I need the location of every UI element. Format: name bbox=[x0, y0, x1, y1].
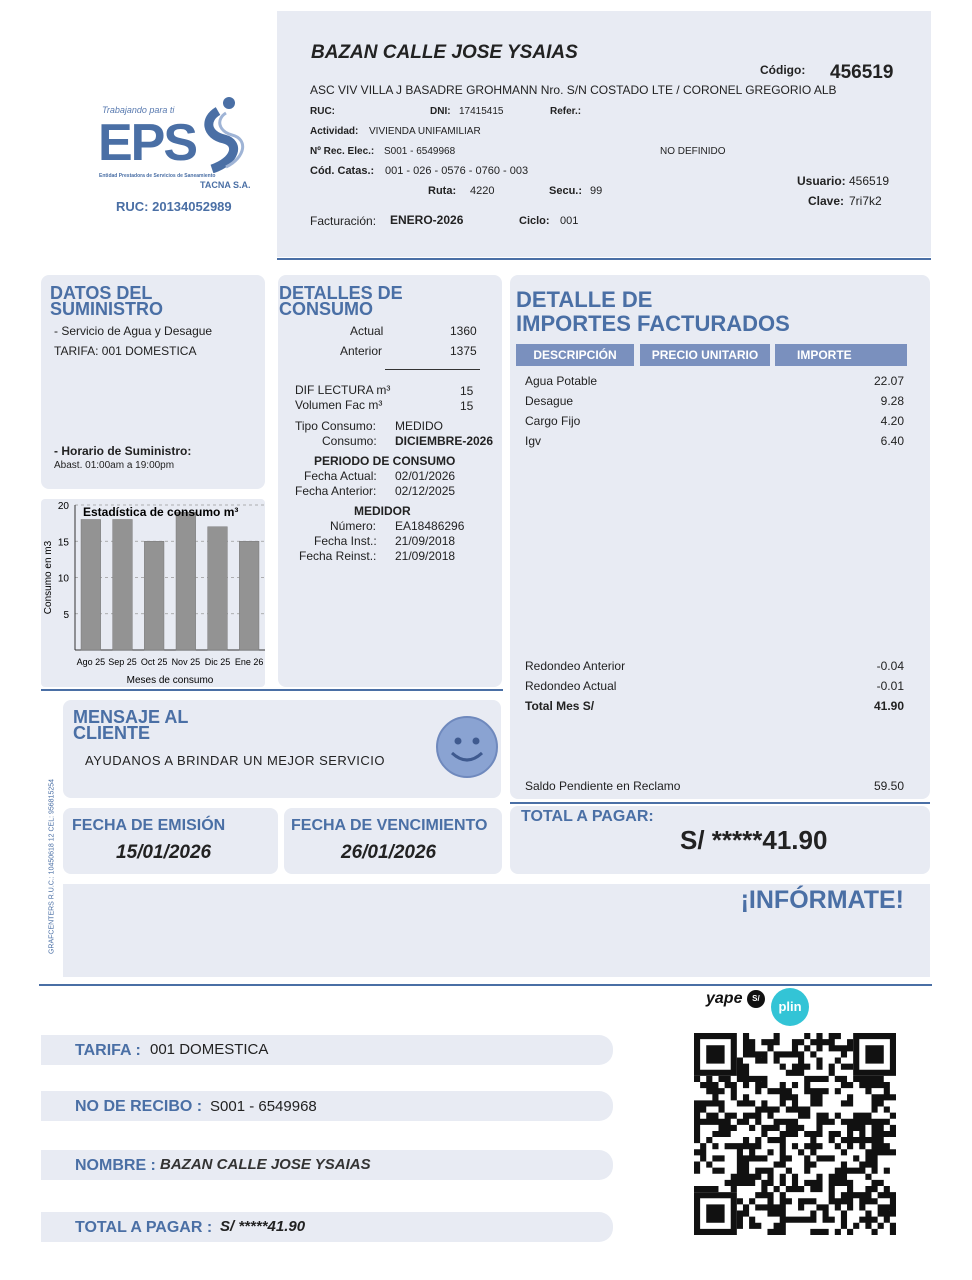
suministro-title-1: DATOS DEL bbox=[50, 283, 153, 303]
footer-tarifa-value: 001 DOMESTICA bbox=[150, 1041, 269, 1058]
item-importe: 4.20 bbox=[880, 414, 904, 428]
qr-code[interactable] bbox=[694, 1033, 896, 1235]
catas-value: 001 - 026 - 0576 - 0760 - 003 bbox=[385, 165, 529, 177]
fecha-anterior-label: Fecha Anterior: bbox=[295, 484, 377, 498]
smiley-icon bbox=[435, 715, 499, 779]
bottom-divider bbox=[39, 984, 932, 986]
chart-bar bbox=[176, 512, 196, 650]
facturacion-label: Facturación: bbox=[310, 214, 377, 228]
item-importe: 6.40 bbox=[880, 434, 904, 448]
x-tick-label: Dic 25 bbox=[204, 657, 231, 667]
qr-finder bbox=[697, 1036, 734, 1073]
item-importe: 22.07 bbox=[873, 374, 904, 388]
vencimiento-label: FECHA DE VENCIMIENTO bbox=[291, 817, 488, 834]
importes-title-1: DETALLE DE bbox=[516, 287, 653, 312]
saldo-value: 59.50 bbox=[873, 779, 904, 793]
x-tick-label: Sep 25 bbox=[108, 657, 137, 667]
total-label: TOTAL A PAGAR: bbox=[521, 808, 654, 825]
col-importe: IMPORTE bbox=[775, 344, 907, 366]
printer-side-text: GRAFCENTERS R.U.C.: 10450618 12 CEL: 956815254 bbox=[48, 778, 56, 955]
item-desc: Desague bbox=[525, 394, 574, 408]
yape-text: yape bbox=[706, 990, 743, 1007]
ruc-label: RUC: bbox=[310, 106, 335, 117]
chart-bar bbox=[113, 520, 133, 651]
x-tick-label: Nov 25 bbox=[171, 657, 201, 667]
secu-label: Secu.: bbox=[549, 185, 583, 197]
redondeo-actual-label: Redondeo Actual bbox=[525, 679, 617, 693]
fecha-actual-label: Fecha Actual: bbox=[304, 469, 377, 483]
logo-ruc: RUC: 20134052989 bbox=[116, 199, 232, 214]
actividad-label: Actividad: bbox=[310, 126, 359, 137]
ciclo-label: Ciclo: bbox=[519, 215, 550, 227]
fecha-inst-value: 21/09/2018 bbox=[395, 534, 456, 548]
item-desc: Cargo Fijo bbox=[525, 414, 581, 428]
chart-bar bbox=[81, 520, 101, 651]
mensaje-text: AYUDANOS A BRINDAR UN MEJOR SERVICIO bbox=[85, 753, 385, 768]
ciclo-value: 001 bbox=[560, 215, 579, 227]
header-underline bbox=[277, 258, 931, 260]
footer-nombre-label: NOMBRE : bbox=[75, 1157, 156, 1174]
suministro-servicio: - Servicio de Agua y Desague bbox=[54, 324, 213, 338]
redondeo-anterior-value: -0.04 bbox=[876, 659, 904, 673]
redondeo-anterior-label: Redondeo Anterior bbox=[525, 659, 626, 673]
codigo-label: Código: bbox=[760, 63, 806, 77]
suministro-tarifa: TARIFA: 001 DOMESTICA bbox=[54, 344, 197, 358]
logo-letters: EPS bbox=[98, 114, 197, 172]
vencimiento-value: 26/01/2026 bbox=[341, 842, 437, 863]
col-precio-unitario: PRECIO UNITARIO bbox=[640, 344, 770, 366]
footer-total-value: S/ *****41.90 bbox=[220, 1218, 306, 1235]
mensaje-title-2: CLIENTE bbox=[73, 723, 151, 743]
informate-title: ¡INFÓRMATE! bbox=[740, 886, 904, 914]
catas-label: Cód. Catas.: bbox=[310, 165, 375, 177]
fecha-reinst-label: Fecha Reinst.: bbox=[299, 549, 377, 563]
col-descripcion: DESCRIPCIÓN bbox=[516, 344, 634, 366]
footer-recibo-label: NO DE RECIBO : bbox=[75, 1098, 203, 1115]
footer-tarifa-label: TARIFA : bbox=[75, 1042, 141, 1059]
actual-value: 1360 bbox=[450, 324, 477, 338]
total-value: S/ *****41.90 bbox=[680, 825, 828, 855]
x-tick-label: Ago 25 bbox=[76, 657, 106, 667]
medidor-title: MEDIDOR bbox=[354, 504, 411, 518]
plin-logo bbox=[771, 988, 809, 1026]
footer-total-label: TOTAL A PAGAR : bbox=[75, 1219, 213, 1236]
usuario-value: 456519 bbox=[849, 174, 890, 188]
footer-nombre-value: BAZAN CALLE JOSE YSAIAS bbox=[160, 1156, 371, 1173]
x-tick-label: Ene 26 bbox=[234, 657, 264, 667]
horario-value: Abast. 01:00am a 19:00pm bbox=[54, 460, 175, 471]
consumo-label: Consumo: bbox=[322, 434, 377, 448]
total-divider bbox=[510, 802, 930, 804]
chart-title: Estadística de consumo m³ bbox=[83, 505, 239, 519]
chart-bar bbox=[144, 541, 164, 650]
x-tick-label: Oct 25 bbox=[140, 657, 168, 667]
codigo-value: 456519 bbox=[830, 62, 894, 83]
usuario-label: Usuario: bbox=[797, 174, 846, 188]
tipo-value: MEDIDO bbox=[395, 419, 443, 433]
saldo-label: Saldo Pendiente en Reclamo bbox=[525, 779, 681, 793]
consumo-title-2: CONSUMO bbox=[279, 299, 373, 319]
plin-text: plin bbox=[778, 999, 802, 1014]
y-tick-label: 10 bbox=[57, 573, 69, 585]
consumo-title-1: DETALLES DE bbox=[279, 283, 403, 303]
x-axis-label: Meses de consumo bbox=[126, 675, 214, 686]
facturacion-value: ENERO-2026 bbox=[390, 213, 464, 227]
secu-value: 99 bbox=[590, 185, 603, 197]
clave-value: 7ri7k2 bbox=[849, 194, 882, 208]
periodo-title: PERIODO DE CONSUMO bbox=[314, 454, 456, 468]
refer-label: Refer.: bbox=[550, 106, 582, 117]
actividad-value: VIVIENDA UNIFAMILIAR bbox=[369, 126, 481, 137]
y-axis-label: Consumo en m3 bbox=[43, 540, 54, 615]
y-tick-label: 15 bbox=[57, 537, 69, 549]
item-desc: Igv bbox=[525, 434, 542, 448]
qr-finder bbox=[697, 1195, 734, 1232]
total-mes-label: Total Mes S/ bbox=[525, 699, 595, 713]
fecha-anterior-value: 02/12/2025 bbox=[395, 484, 456, 498]
numero-value: EA18486296 bbox=[395, 519, 465, 533]
logo-subtitle: Entidad Prestadora de Servicios de Saneamiento bbox=[99, 173, 216, 179]
footer-recibo-value: S001 - 6549968 bbox=[210, 1098, 317, 1115]
tipo-label: Tipo Consumo: bbox=[295, 419, 376, 433]
y-tick-label: 20 bbox=[57, 501, 69, 512]
horario-label: - Horario de Suministro: bbox=[54, 444, 192, 458]
yape-logo bbox=[706, 990, 765, 1008]
anterior-label: Anterior bbox=[340, 344, 383, 358]
company-logo bbox=[96, 95, 256, 220]
consumption-chart bbox=[41, 495, 267, 690]
consumo-value: DICIEMBRE-2026 bbox=[395, 434, 494, 448]
dni-label: DNI: bbox=[430, 106, 451, 117]
logo-city: TACNA S.A. bbox=[200, 180, 251, 190]
item-desc: Agua Potable bbox=[525, 374, 598, 388]
numero-label: Número: bbox=[330, 519, 377, 533]
clave-label: Clave: bbox=[808, 194, 845, 208]
no-definido: NO DEFINIDO bbox=[660, 146, 726, 157]
fecha-inst-label: Fecha Inst.: bbox=[314, 534, 377, 548]
total-mes-value: 41.90 bbox=[873, 699, 904, 713]
rec-elec-value: S001 - 6549968 bbox=[384, 146, 456, 157]
mid-divider bbox=[41, 689, 503, 691]
fecha-actual-value: 02/01/2026 bbox=[395, 469, 456, 483]
vol-label: Volumen Fac m³ bbox=[295, 398, 383, 412]
ruta-label: Ruta: bbox=[428, 185, 457, 197]
ruta-value: 4220 bbox=[470, 185, 495, 197]
fecha-reinst-value: 21/09/2018 bbox=[395, 549, 456, 563]
address: ASC VIV VILLA J BASADRE GROHMANN Nro. S/N COSTADO LTE / CORONEL GREGORIO ALB bbox=[310, 83, 837, 97]
yape-badge: S/ bbox=[747, 990, 765, 1008]
logo-swoosh-icon bbox=[196, 95, 256, 173]
dni-value: 17415415 bbox=[459, 106, 504, 117]
rec-elec-label: Nº Rec. Elec.: bbox=[310, 146, 375, 157]
dif-value: 15 bbox=[460, 384, 474, 398]
customer-name: BAZAN CALLE JOSE YSAIAS bbox=[311, 42, 578, 63]
importes-title-2: IMPORTES FACTURADOS bbox=[516, 311, 790, 336]
suministro-title-2: SUMINISTRO bbox=[50, 299, 164, 319]
chart-bar bbox=[239, 541, 259, 650]
anterior-value: 1375 bbox=[450, 344, 477, 358]
redondeo-actual-value: -0.01 bbox=[876, 679, 904, 693]
qr-finder bbox=[856, 1036, 893, 1073]
actual-label: Actual bbox=[350, 324, 384, 338]
dif-label: DIF LECTURA m³ bbox=[295, 383, 391, 397]
item-importe: 9.28 bbox=[880, 394, 904, 408]
y-tick-label: 5 bbox=[63, 609, 69, 621]
vol-value: 15 bbox=[460, 399, 474, 413]
subtraction-line bbox=[385, 369, 480, 370]
mensaje-title-1: MENSAJE AL bbox=[73, 707, 189, 727]
logo-tagline: Trabajando para ti bbox=[102, 105, 175, 115]
emision-label: FECHA DE EMISIÓN bbox=[72, 817, 226, 834]
chart-bar bbox=[208, 527, 228, 650]
emision-value: 15/01/2026 bbox=[116, 842, 212, 863]
